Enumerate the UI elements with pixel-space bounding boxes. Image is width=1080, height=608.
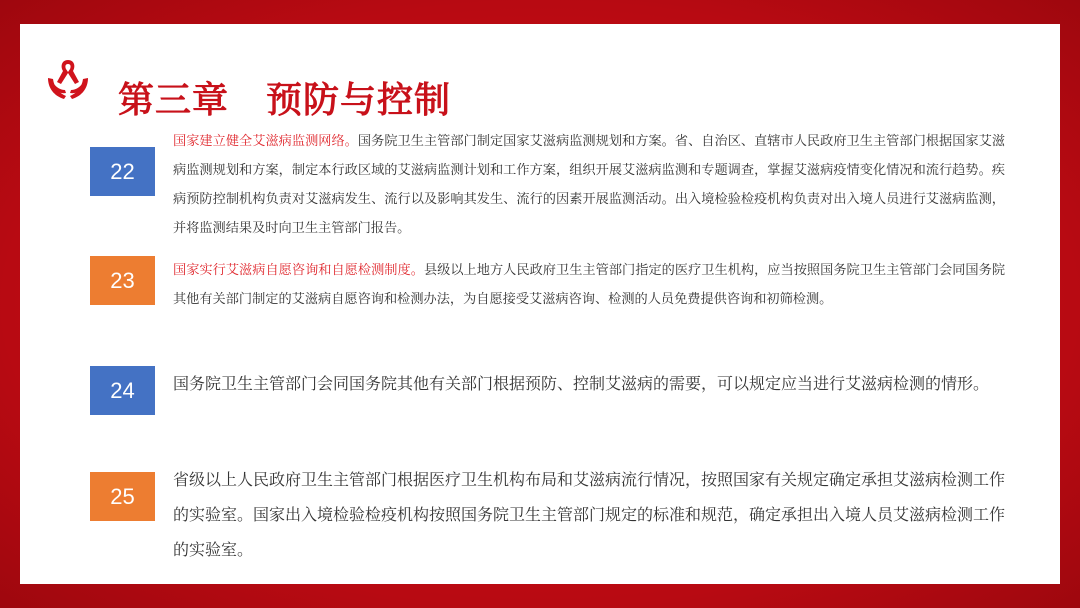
aids-ribbon-hands-icon xyxy=(44,56,92,104)
item-number-badge: 25 xyxy=(90,472,155,521)
item-number-badge: 22 xyxy=(90,147,155,196)
item-paragraph xyxy=(173,366,1005,401)
item-text: 县级以上地方人民政府卫生主管部门指定的医疗卫生机构，应当按照国务院卫生主管部门会同国务院其他有关部门制定的艾滋病自愿咨询和检测办法，为自愿接受艾滋病咨询、检测的人员免费提供咨询和初筛检测。 xyxy=(173,263,1006,307)
item-paragraph xyxy=(173,462,1005,567)
item-text: 省级以上人民政府卫生主管部门根据医疗卫生机构布局和艾滋病流行情况，按照国家有关规定确定承担艾滋病检测工作的实验室。国家出入境检验检疫机构按照国务院卫生主管部门规定的标准和规范，确定承担出入境人员艾滋病检测工作的实验室。 xyxy=(173,470,1006,559)
item-paragraph xyxy=(173,256,1005,314)
item-number-badge: 24 xyxy=(90,366,155,415)
item-paragraph xyxy=(173,127,1005,243)
item-text: 国务院卫生主管部门会同国务院其他有关部门根据预防、控制艾滋病的需要，可以规定应当进行艾滋病检测的情形。 xyxy=(173,374,990,393)
item-text: 国务院卫生主管部门制定国家艾滋病监测规划和方案。省、自治区、直辖市人民政府卫生主管部门根据国家艾滋病监测规划和方案，制定本行政区域的艾滋病监测计划和工作方案，组织开展艾滋病监测和专题调查，掌握艾滋病疫情变化情况和流行趋势。疾病预防控制机构负责对艾滋病发生、流行以及影响其发生、流行的因素开展监测活动。出入境检验检疫机构负责对出入境人员进行艾滋病监测，并将监测结果及时向卫生主管部门报告。 xyxy=(173,134,1006,236)
item-highlight: 国家实行艾滋病自愿咨询和自愿检测制度。 xyxy=(173,263,424,278)
page-title: 第三章 预防与控制 xyxy=(118,80,452,121)
item-highlight: 国家建立健全艾滋病监测网络。 xyxy=(173,134,358,149)
item-number-badge: 23 xyxy=(90,256,155,305)
